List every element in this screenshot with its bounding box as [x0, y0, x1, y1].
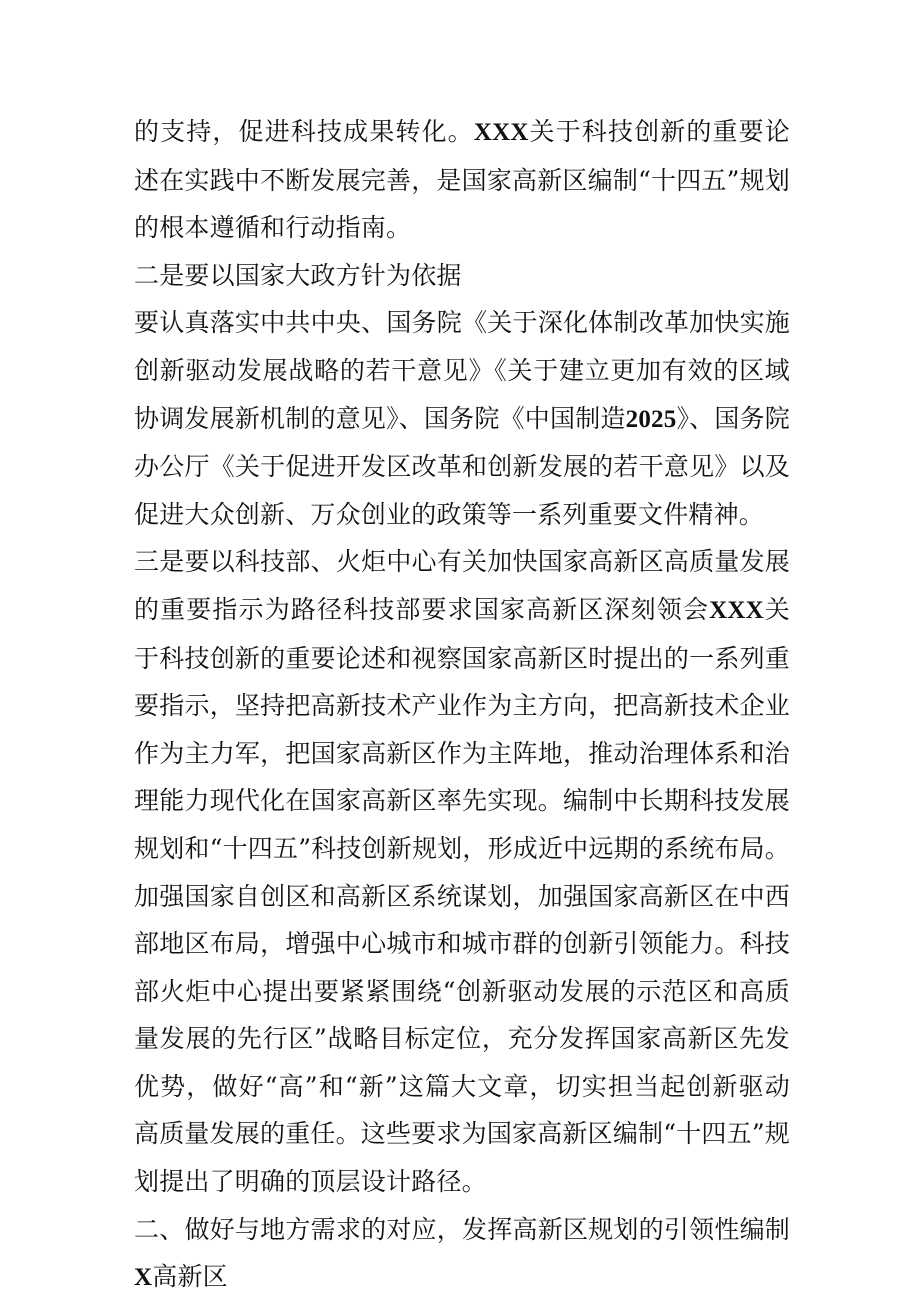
- text-segment-bold: XXX: [709, 596, 764, 624]
- paragraph-1: [134, 108, 790, 252]
- text-segment: 》、国务院办公厅《关于促进开发区改革和创新发展的若干意见》以及促进大众创新、万众创业的政策等一系列重要文件精神。: [134, 403, 790, 529]
- paragraph-5-heading: [134, 1206, 790, 1302]
- text-segment: 高新区: [152, 1262, 228, 1292]
- paragraph-3: [134, 299, 790, 538]
- text-segment: 三是要以科技部、火炬中心有关加快国家高新区高质量发展的重要指示为路径科技部要求国家高新区深刻领会: [134, 547, 790, 624]
- text-segment-bold: XXX: [473, 119, 529, 146]
- text-segment: 二是要以国家大政方针为依据: [134, 260, 462, 290]
- text-segment-bold: 2025: [625, 405, 677, 433]
- text-segment: 的支持，促进科技成果转化。: [134, 117, 474, 146]
- paragraph-2-heading: [134, 252, 790, 300]
- text-segment: 关于科技创新的重要论述在实践中不断发展完善，是国家高新区编制“十四五”规划的根本遵循和行动指南。: [134, 117, 790, 243]
- document-body: [134, 108, 790, 1302]
- text-segment: 二、做好与地方需求的对应，发挥高新区规划的引领性编制: [134, 1214, 790, 1244]
- text-segment: 关于科技创新的重要论述和视察国家高新区时提出的一系列重要指示，坚持把高新技术产业作为主方向，把高新技术企业作为主力军，把国家高新区作为主阵地，推动治理体系和治理能力现代化在国家高新区率先实现。编制中长期科技发展规划和“十四五”科技创新规划，形成近中远期的系统布局。加强国家自创区和高新区系统谋划，加强国家高新区在中西部地区布局，增强中心城市和城市群的创新引领能力。科技部火炬中心提出要紧紧围绕“创新驱动发展的示范区和高质量发展的先行区”战略目标定位，充分发挥国家高新区先发优势，做好“高”和“新”这篇大文章，切实担当起创新驱动高质量发展的重任。这些要求为国家高新区编制“十四五”规划提出了明确的顶层设计路径。: [134, 594, 790, 1197]
- text-segment: 要认真落实中共中央、国务院《关于深化体制改革加快实施创新驱动发展战略的若干意见》《关于建立更加有效的区域协调发展新机制的意见》、国务院《中国制造: [134, 308, 790, 433]
- text-segment-bold: X: [134, 1264, 153, 1292]
- paragraph-4: [134, 538, 790, 1205]
